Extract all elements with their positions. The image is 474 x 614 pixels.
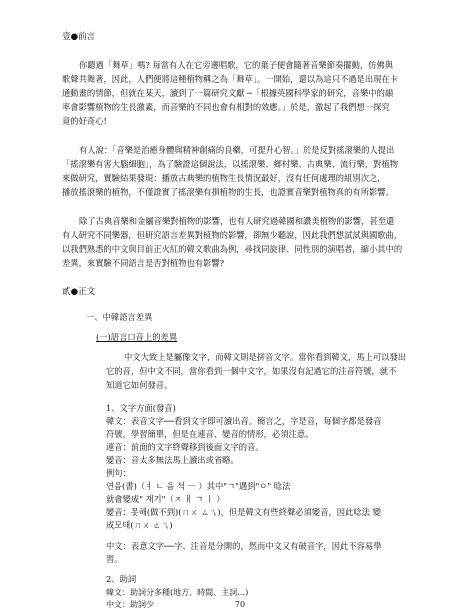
- example-line: 연음(書)（ㅕ ㄴ 음 석 ㅡ ）其中"ㄱ"遇到"ㅇ" 唸法: [106, 481, 291, 491]
- section-heading-body: 貳●正文: [62, 287, 96, 297]
- paragraph-line: 播放搖滾樂的植物，不僅證實了搖滾樂有損植物的生長，也證實音樂對植物真的有所影響。: [62, 187, 394, 197]
- paragraph-line: 知道它如何發音。: [106, 380, 173, 390]
- paragraph-line: 以我們熟悉的中文與目前正火紅的韓文歌曲為例，尋找同旋律、同性別的演唱者，縮小其中的: [62, 244, 403, 254]
- paragraph-line: 你聽過「舞草」嗎? 每當有人在它旁邊唱歌，它的葉子便會隨著音樂節奏擺動，仿佛與: [79, 60, 394, 70]
- paragraph-line: 竟的好奇心!: [62, 116, 107, 126]
- page-number: 70: [234, 600, 246, 609]
- paragraph-line: 來做研究，實驗結果發現：播放古典樂的植物生長情況最好，沒有任何處理的組別次之，: [62, 173, 386, 183]
- list-title: 2、助詞: [106, 574, 137, 584]
- list-line: 韓文：表音文字──看到文字即可讀出音。簡言之，字是音，每個字都是發音: [106, 416, 382, 426]
- paragraph-line: 有人研究不同樂器，但研究語言差異對植物的影響，卻無少聽說，因此我們想試試與國歌曲，: [62, 230, 403, 240]
- paragraph-line: 歌聲共舞著，因此，人們便將這種植物稱之為「舞草」。一開始，還以為這只不過是出現在卡: [62, 74, 399, 84]
- paragraph-line: 中文：表意文字──字、注音是分開的，然而中文又有破音字，因此不容易學: [106, 541, 382, 551]
- paragraph-line: 「搖滾樂有害大腦細胞」，為了驗證這個說法，以搖滾樂、鄉村樂、古典樂、流行樂，對植物: [62, 159, 399, 169]
- subsection-heading: 一、中韓語言差異: [86, 312, 153, 322]
- list-line: 韓文：助詞分多種(地方、時間、主詞…): [106, 588, 249, 597]
- paragraph-line: 除了古典音樂和金屬音樂對植物的影響，也有人研究過韓國和讚美植物的影響，甚至還: [79, 216, 395, 226]
- paragraph-line: 它的音，但中文不同，當你看到一個中文字，如果沒有記過它的注音符號，就不: [106, 366, 397, 376]
- example-line: 變音：못해(做不到)(ㄇㄨ ㄙㄟ)，但是韓文有些終聲必須變音，因此唸法 變: [106, 507, 381, 517]
- list-line: 符號，學習簡單，但是在連音、變音的情形，必須注意。: [106, 429, 314, 439]
- section-heading-intro: 壹●前言: [62, 32, 96, 42]
- paragraph-line: 差異，來實驗不同語言是否對植物也有影響?: [62, 258, 225, 268]
- example-line: 成모태(ㄇㄨ ㄊㄟ): [106, 520, 173, 530]
- list-line: 例句：: [106, 468, 131, 478]
- example-line: 就會變成" 재기"（ㅈ ㅐ ㄱ ㅣ ）: [106, 494, 225, 504]
- paragraph-line: 有人說：「音樂是治癒身體與精神創痛的良藥，可提升心智。」於是反對搖滾樂的人提出: [79, 145, 395, 155]
- paragraph-line: 率會影響植物的生長激素，而音樂的不同也會有相對的效應。」於是，激起了我們想一探究: [62, 102, 390, 112]
- list-title: 1、文字方面(發音): [106, 403, 176, 413]
- paragraph-line: 中文大致上是屬像文字，而韓文則是拼音文字。當你看到韓文，馬上可以發出: [124, 352, 407, 362]
- paragraph-line: 通動畫的情節，但就在某天，讀到了一篇研究文獻 ─「根據英國科學家的研究，音樂中的韻: [62, 88, 394, 98]
- list-line: 中文：助詞少: [106, 600, 154, 609]
- paragraph-line: 習。: [106, 554, 123, 564]
- list-line: 變音：音太多無法馬上讀出或省略。: [106, 455, 239, 465]
- subsubsection-heading: (一)語言口音上的差異: [96, 332, 178, 342]
- list-line: 連音：前面的文字終聲移到後面文字的音。: [106, 442, 264, 452]
